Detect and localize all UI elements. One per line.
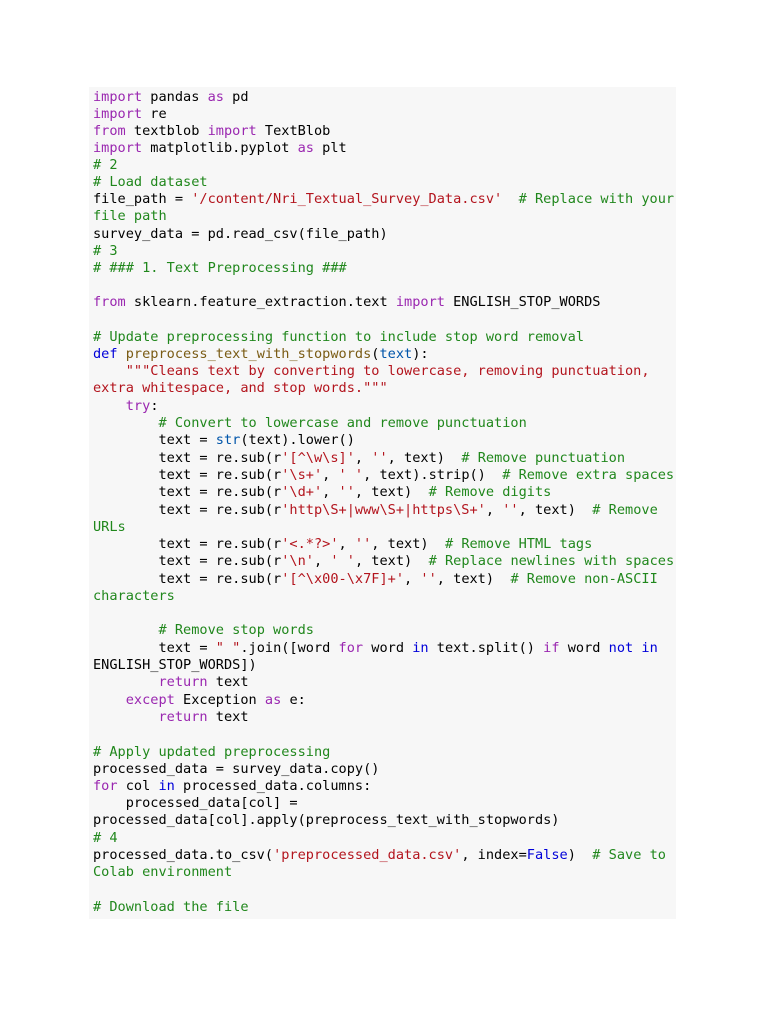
code-line: processed_data[col] = bbox=[93, 795, 298, 811]
code-line: # ### 1. Text Preprocessing ### bbox=[93, 260, 347, 276]
code-line: text = re.sub(r'[^\x00-\x7F]+', '', text) # Remove non-ASCII bbox=[93, 571, 658, 587]
code-line: # 4 bbox=[93, 830, 118, 846]
code-line: # Convert to lowercase and remove punctuation bbox=[158, 415, 527, 431]
code-line: Colab environment bbox=[93, 864, 233, 880]
code-line: processed_data[col].apply(preprocess_text_with_stopwords) bbox=[93, 812, 560, 828]
code-line: URLs bbox=[93, 519, 126, 535]
code-line: # Apply updated preprocessing bbox=[93, 744, 331, 760]
code-line: file_path = '/content/Nri_Textual_Survey_Data.csv' # Replace with your bbox=[93, 191, 675, 207]
code-line: text = str(text).lower() bbox=[93, 432, 355, 448]
code-line: characters bbox=[93, 588, 175, 604]
code-line: text = re.sub(r'http\S+|www\S+|https\S+', '', text) # Remove bbox=[93, 502, 658, 518]
code-line: text = " ".join([word for word in text.split() if word not in bbox=[93, 640, 658, 656]
code-line: except Exception as e: bbox=[125, 692, 306, 708]
code-line: text = re.sub(r'<.*?>', '', text) # Remove HTML tags bbox=[93, 536, 593, 552]
code-line: from sklearn.feature_extraction.text import ENGLISH_STOP_WORDS bbox=[93, 294, 601, 310]
code-line: def preprocess_text_with_stopwords(text): bbox=[93, 346, 429, 362]
code-line: # Load dataset bbox=[93, 174, 208, 190]
code-line: text = re.sub(r'[^\w\s]', '', text) # Remove punctuation bbox=[93, 450, 626, 466]
code-line: # 3 bbox=[93, 243, 118, 259]
code-line: processed_data = survey_data.copy() bbox=[93, 761, 380, 777]
code-line: processed_data.to_csv('preprocessed_data.csv', index=False) # Save to bbox=[93, 847, 666, 863]
code-line: text = re.sub(r'\d+', '', text) # Remove digits bbox=[93, 484, 552, 500]
code-line: extra whitespace, and stop words.""" bbox=[93, 380, 388, 396]
code-line: # Download the file bbox=[93, 899, 249, 915]
code-line: # 2 bbox=[93, 157, 118, 173]
code-line: import re bbox=[93, 106, 167, 122]
code-line: file path bbox=[93, 208, 167, 224]
code-line: survey_data = pd.read_csv(file_path) bbox=[93, 226, 388, 242]
code-line: # Update preprocessing function to include stop word removal bbox=[93, 329, 585, 345]
code-line: text = re.sub(r'\s+', ' ', text).strip() # Remove extra spaces bbox=[93, 467, 675, 483]
code-line: import matplotlib.pyplot as plt bbox=[93, 140, 347, 156]
code-line: # Remove stop words bbox=[158, 622, 314, 638]
code-block bbox=[89, 87, 676, 919]
code-line: try: bbox=[125, 398, 159, 414]
code-line: text = re.sub(r'\n', ' ', text) # Replace newlines with spaces bbox=[93, 553, 675, 569]
code-line: """Cleans text by converting to lowercase, removing punctuation, bbox=[125, 363, 650, 379]
code-line: return text bbox=[158, 709, 249, 725]
code-line: from textblob import TextBlob bbox=[93, 123, 331, 139]
code-line: ENGLISH_STOP_WORDS]) bbox=[93, 657, 257, 673]
code-line: return text bbox=[158, 674, 249, 690]
code-line: for col in processed_data.columns: bbox=[93, 778, 372, 794]
code-line: import pandas as pd bbox=[93, 89, 249, 105]
